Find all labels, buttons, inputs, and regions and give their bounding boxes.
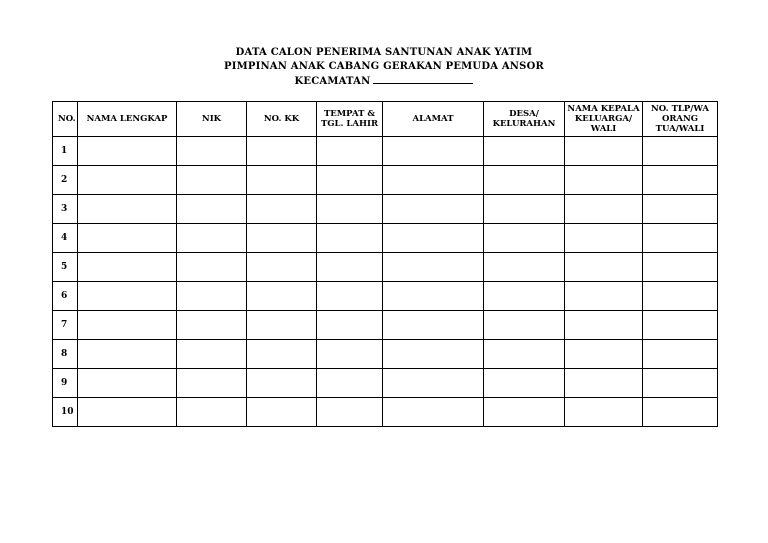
- row-number: 1: [53, 137, 78, 166]
- title-line-2-text: PIMPINAN ANAK CABANG GERAKAN PEMUDA ANSOR: [224, 61, 544, 72]
- cell-nama-kepala-keluarga[interactable]: [565, 340, 643, 369]
- cell-nama-kepala-keluarga[interactable]: [565, 195, 643, 224]
- cell-nama-lengkap[interactable]: [78, 311, 177, 340]
- table-body: [53, 137, 718, 427]
- cell-no-kk[interactable]: [247, 369, 317, 398]
- cell-nama-kepala-keluarga[interactable]: [565, 166, 643, 195]
- table-row: [53, 137, 718, 166]
- document-title: [0, 46, 768, 89]
- table-row: [53, 369, 718, 398]
- recipient-form-table: [52, 101, 718, 427]
- title-line-2: [0, 60, 768, 74]
- row-number: 9: [53, 369, 78, 398]
- cell-no-kk[interactable]: [247, 166, 317, 195]
- cell-no-tlp-wa[interactable]: [643, 398, 718, 427]
- row-number: 10: [53, 398, 78, 427]
- cell-nik[interactable]: [177, 166, 247, 195]
- table-row: [53, 224, 718, 253]
- cell-nama-lengkap[interactable]: [78, 369, 177, 398]
- cell-nama-kepala-keluarga[interactable]: [565, 253, 643, 282]
- cell-nama-lengkap[interactable]: [78, 340, 177, 369]
- cell-nik[interactable]: [177, 253, 247, 282]
- cell-no-kk[interactable]: [247, 311, 317, 340]
- cell-no-tlp-wa[interactable]: [643, 224, 718, 253]
- cell-desa-kelurahan[interactable]: [484, 195, 565, 224]
- cell-tempat-tgl-lahir[interactable]: [317, 137, 383, 166]
- cell-alamat[interactable]: [383, 398, 484, 427]
- title-line-1: DATA CALON PENERIMA SANTUNAN ANAK YATIM: [235, 47, 533, 58]
- cell-nik[interactable]: [177, 311, 247, 340]
- cell-nama-kepala-keluarga[interactable]: [565, 282, 643, 311]
- cell-tempat-tgl-lahir[interactable]: [317, 195, 383, 224]
- cell-nik[interactable]: [177, 369, 247, 398]
- cell-alamat[interactable]: [383, 369, 484, 398]
- cell-tempat-tgl-lahir[interactable]: [317, 166, 383, 195]
- cell-no-kk[interactable]: [247, 253, 317, 282]
- cell-no-kk[interactable]: [247, 137, 317, 166]
- header-no: NO.: [53, 102, 78, 137]
- table-row: [53, 195, 718, 224]
- cell-nama-lengkap[interactable]: [78, 253, 177, 282]
- cell-no-tlp-wa[interactable]: [643, 369, 718, 398]
- table-row: [53, 253, 718, 282]
- cell-nama-kepala-keluarga[interactable]: [565, 369, 643, 398]
- cell-nama-lengkap[interactable]: [78, 282, 177, 311]
- kecamatan-blank-line: [373, 74, 473, 84]
- header-nama-kepala-keluarga: NAMA KEPALA KELUARGA/ WALI: [565, 102, 643, 137]
- cell-nama-lengkap[interactable]: [78, 195, 177, 224]
- cell-no-kk[interactable]: [247, 398, 317, 427]
- cell-no-tlp-wa[interactable]: [643, 253, 718, 282]
- header-no-tlp-wa: NO. TLP/WA ORANG TUA/WALI: [643, 102, 718, 137]
- cell-no-kk[interactable]: [247, 282, 317, 311]
- cell-desa-kelurahan[interactable]: [484, 311, 565, 340]
- cell-nik[interactable]: [177, 340, 247, 369]
- row-number: 3: [53, 195, 78, 224]
- cell-no-tlp-wa[interactable]: [643, 195, 718, 224]
- cell-no-kk[interactable]: [247, 224, 317, 253]
- row-number: 5: [53, 253, 78, 282]
- cell-desa-kelurahan[interactable]: [484, 398, 565, 427]
- cell-alamat[interactable]: [383, 137, 484, 166]
- row-number: 6: [53, 282, 78, 311]
- cell-desa-kelurahan[interactable]: [484, 224, 565, 253]
- cell-tempat-tgl-lahir[interactable]: [317, 311, 383, 340]
- cell-alamat[interactable]: [383, 195, 484, 224]
- cell-nama-lengkap[interactable]: [78, 166, 177, 195]
- title-line-3: [0, 74, 768, 89]
- kecamatan-label: KECAMATAN: [294, 76, 371, 87]
- cell-no-tlp-wa[interactable]: [643, 282, 718, 311]
- table-row: [53, 340, 718, 369]
- header-desa-kelurahan: DESA/ KELURAHAN: [484, 102, 565, 137]
- cell-no-tlp-wa[interactable]: [643, 311, 718, 340]
- cell-desa-kelurahan[interactable]: [484, 340, 565, 369]
- cell-nik[interactable]: [177, 224, 247, 253]
- row-number: 2: [53, 166, 78, 195]
- table-row: [53, 282, 718, 311]
- cell-alamat[interactable]: [383, 282, 484, 311]
- header-nik: NIK: [177, 102, 247, 137]
- cell-alamat[interactable]: [383, 340, 484, 369]
- row-number: 8: [53, 340, 78, 369]
- cell-alamat[interactable]: [383, 224, 484, 253]
- cell-nama-kepala-keluarga[interactable]: [565, 224, 643, 253]
- table-row: [53, 398, 718, 427]
- cell-desa-kelurahan[interactable]: [484, 369, 565, 398]
- cell-no-tlp-wa[interactable]: [643, 166, 718, 195]
- cell-nama-lengkap[interactable]: [78, 224, 177, 253]
- cell-no-tlp-wa[interactable]: [643, 137, 718, 166]
- cell-tempat-tgl-lahir[interactable]: [317, 369, 383, 398]
- table-header-row: [53, 102, 718, 137]
- cell-nama-kepala-keluarga[interactable]: [565, 398, 643, 427]
- cell-desa-kelurahan[interactable]: [484, 253, 565, 282]
- row-number: 7: [53, 311, 78, 340]
- cell-alamat[interactable]: [383, 311, 484, 340]
- cell-desa-kelurahan[interactable]: [484, 137, 565, 166]
- table-row: [53, 311, 718, 340]
- cell-tempat-tgl-lahir[interactable]: [317, 224, 383, 253]
- cell-nama-kepala-keluarga[interactable]: [565, 137, 643, 166]
- cell-desa-kelurahan[interactable]: [484, 282, 565, 311]
- cell-tempat-tgl-lahir[interactable]: [317, 398, 383, 427]
- cell-tempat-tgl-lahir[interactable]: [317, 253, 383, 282]
- cell-nik[interactable]: [177, 195, 247, 224]
- cell-nama-lengkap[interactable]: [78, 137, 177, 166]
- cell-no-kk[interactable]: [247, 195, 317, 224]
- cell-no-kk[interactable]: [247, 340, 317, 369]
- cell-no-tlp-wa[interactable]: [643, 340, 718, 369]
- cell-nik[interactable]: [177, 398, 247, 427]
- cell-nama-kepala-keluarga[interactable]: [565, 311, 643, 340]
- cell-tempat-tgl-lahir[interactable]: [317, 282, 383, 311]
- cell-nik[interactable]: [177, 282, 247, 311]
- header-alamat: ALAMAT: [383, 102, 484, 137]
- cell-nik[interactable]: [177, 137, 247, 166]
- table-row: [53, 166, 718, 195]
- header-nama-lengkap: NAMA LENGKAP: [78, 102, 177, 137]
- cell-alamat[interactable]: [383, 166, 484, 195]
- header-tempat-tgl-lahir: TEMPAT & TGL. LAHIR: [317, 102, 383, 137]
- cell-tempat-tgl-lahir[interactable]: [317, 340, 383, 369]
- row-number: 4: [53, 224, 78, 253]
- cell-desa-kelurahan[interactable]: [484, 166, 565, 195]
- header-no-kk: NO. KK: [247, 102, 317, 137]
- cell-alamat[interactable]: [383, 253, 484, 282]
- cell-nama-lengkap[interactable]: [78, 398, 177, 427]
